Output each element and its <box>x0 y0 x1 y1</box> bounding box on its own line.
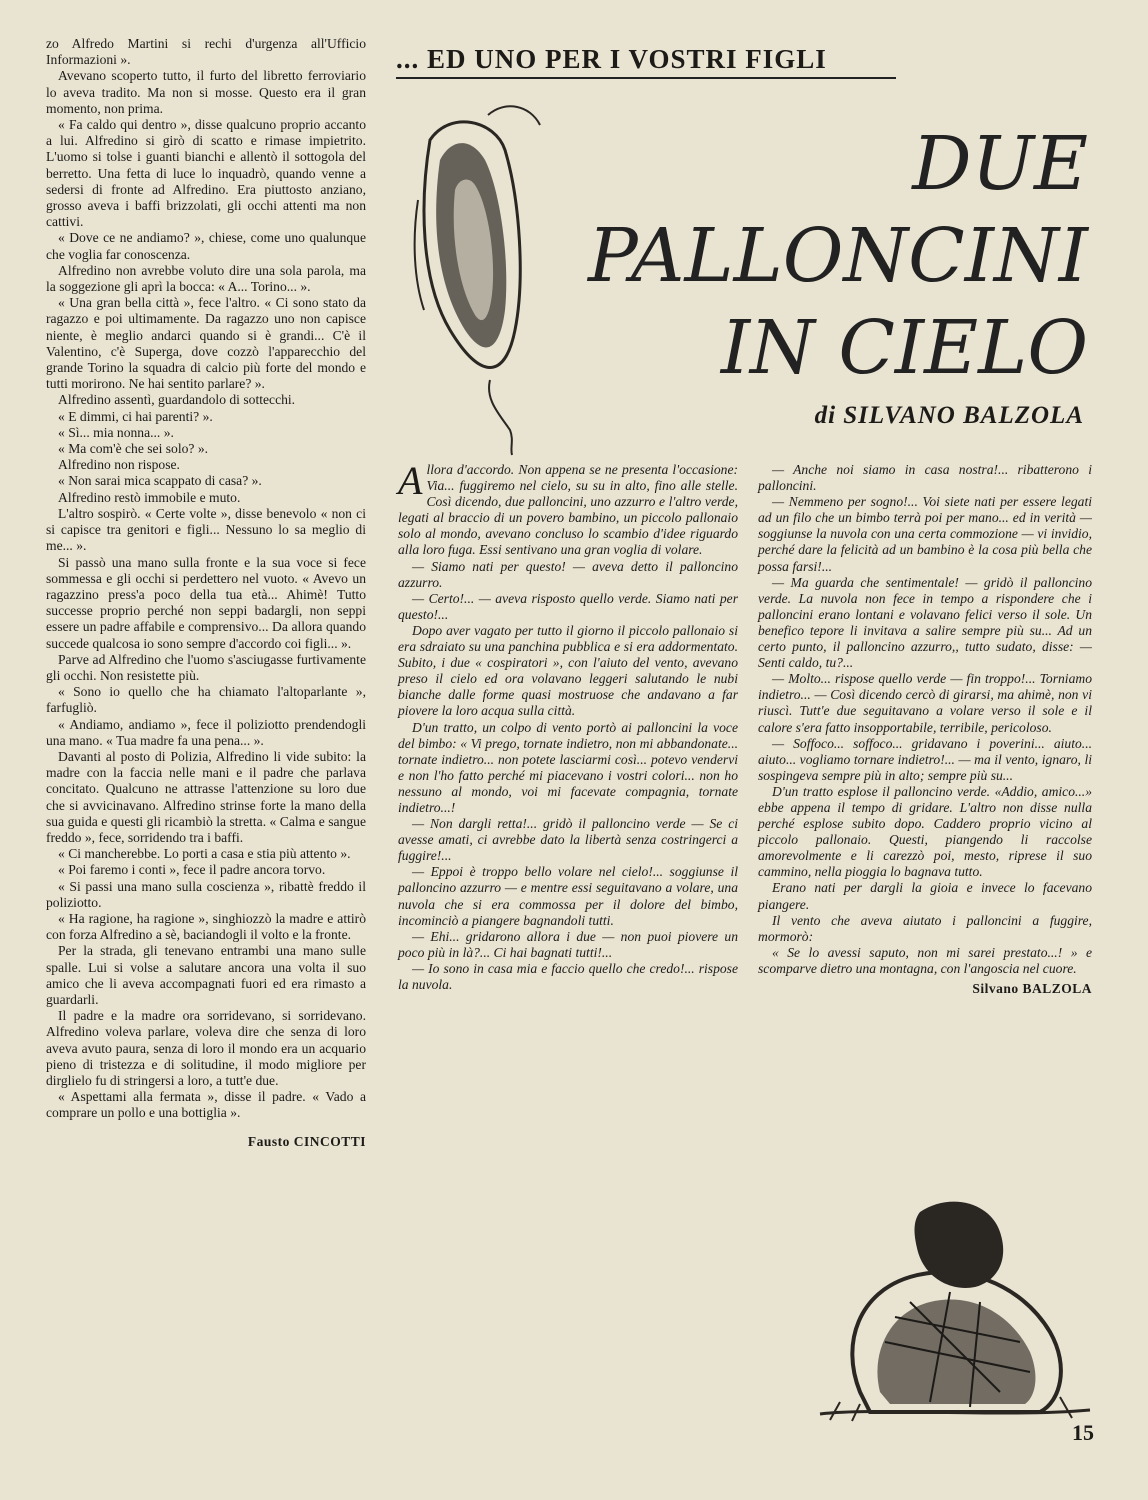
paragraph: « Se lo avessi saputo, non mi sarei prestato...! » e scomparve dietro una montagna, con l'angoscia nel cuore. <box>758 944 1092 976</box>
title-line: IN CIELO <box>720 305 1088 391</box>
paragraph: Dopo aver vagato per tutto il giorno il piccolo pallonaio si era sdraiato su una panchina pubblica e si era addormentato. Subito, i due « cospiratori », con l'aiuto del vento, avevano preso il cielo ed ora volavano leggeri salutando le nubi bianche dalle forme quasi mostruose che andavano a far piovere la loro acqua sulla città. <box>398 622 738 719</box>
paragraph: Alfredino non rispose. <box>58 457 180 473</box>
byline: di SILVANO BALZOLA <box>814 402 1084 429</box>
paragraph: — Eppoi è troppo bello volare nel cielo!... soggiunse il palloncino azzurro — e mentre essi seguitavano a volare, una nuvola che si era commossa per il dolore del bimbo, incominciò a piangere bagnandoli tutti. <box>398 864 738 928</box>
paragraph <box>398 458 738 559</box>
paragraph: « Andiamo, andiamo », fece il poliziotto prendendogli una mano. « Tua madre fa una pena... ». <box>46 716 366 748</box>
paragraph: Per la strada, gli tenevano entrambi una mano sulle spalle. Lui si volse a salutare ancora una volta il suo amico che li aveva accompagnati fuori ed era rimasto a guardarli. <box>46 943 366 1007</box>
paragraph: « Una gran bella città », fece l'altro. « Ci sono stato da ragazzo e poi ultimamente. Da ragazzo uno non capisce niente, è meglio andarci quando si è grandi... C'è il Valentino, c'è Superga, dove cozzò l'apparecchio del grande Torino la squadra di calcio più forte del mondo e tutti morirono. Ne hai sentito parlare? ». <box>46 295 366 392</box>
paragraph: « Aspettami alla fermata », disse il padre. « Vado a comprare un pollo e una bottiglia ». <box>46 1089 366 1121</box>
paragraph: « Ha ragione, ha ragione », singhiozzò la madre e attirò con forza Alfredino a sè, baciandogli il volto e la fronte. <box>46 910 366 943</box>
paragraph: « Fa caldo qui dentro », disse qualcuno proprio accanto a lui. Alfredino si girò di scatto e rimase impietrito. L'uomo si tolse i guanti bianchi e allentò il sottogola del berretto. Una fetta di luce lo inquadrò, quando venne a sedersi di fronte ad Alfredino. Era piuttosto anziano, grosso aveva i baffi brizzolati, gli occhi attenti ma non cattivi. <box>46 117 366 230</box>
paragraph: Erano nati per dargli la gioia e invece lo facevano piangere. <box>758 880 1092 912</box>
paragraph: — Molto... rispose quello verde — fin troppo!... Torniamo indietro... — Così dicendo cercò di girarsi, ma ahimè, non vi riuscì. Tutt'e due seguitavano a volare verso il sole e il calore s'era fatto insopportabile, terribile, pericoloso. <box>758 671 1092 735</box>
paragraph: — Io sono in casa mia e faccio quello che credo!... rispose la nuvola. <box>398 960 738 992</box>
paragraph: « Dove ce ne andiamo? », chiese, come uno qualunque che voglia far conoscenza. <box>46 230 366 262</box>
section-header: ... ED UNO PER I VOSTRI FIGLI <box>396 44 896 79</box>
paragraph: Parve ad Alfredino che l'uomo s'asciugasse furtivamente gli occhi. Non resistette più. <box>46 651 366 683</box>
paragraph: — Siamo nati per questo! — aveva detto il palloncino azzurro. <box>398 558 738 590</box>
paragraph: L'altro sospirò. « Certe volte », disse benevolo « non ci si capisce tra genitori e figli... Nessuno lo sa meglio di me... ». <box>46 505 366 554</box>
story-column-right <box>758 462 1092 997</box>
paragraph: Il vento che aveva aiutato i palloncini a fuggire, mormorò: <box>758 912 1092 944</box>
paragraph: Alfredino non avrebbe voluto dire una sola parola, ma la soggezione gli aprì la bocca: « A... Torino... ». <box>46 262 366 295</box>
page-number: 15 <box>1072 1420 1094 1445</box>
paragraph: zo Alfredo Martini si rechi d'urgenza all'Ufficio Informazioni ». <box>46 36 366 68</box>
paragraph: « Non sarai mica scappato di casa? ». <box>58 473 262 489</box>
paragraph: Davanti al posto di Polizia, Alfredino li vide subito: la madre con la faccia nelle mani e il padre che parlava concitato. Qualcuno ne attrasse l'attenzione su loro due che si avvicinavano. Alfredino strinse forte la mano della sua guida e questi gli ricambiò la stretta. « Calma e sangue freddo », fece, sorridendo tra i baffi. <box>46 748 366 845</box>
paragraph: Alfredino restò immobile e muto. <box>58 489 241 505</box>
paragraph: « Si passi una mano sulla coscienza », ribattè freddo il poliziotto. <box>46 878 366 910</box>
paragraph: D'un tratto esplose il palloncino verde. «Addio, amico...» ebbe appena il tempo di gridare. L'altro non disse nulla perché esplose subito dopo. Caddero proprio vicino al piccolo pallonaio. Questi, piangendo li raccolse amorevolmente e li carezzò poi, mesto, riprese il suo cammino, nella pioggia lo bagnava tutto. <box>758 783 1092 880</box>
paragraph: Si passò una mano sulla fronte e la sua voce si fece sommessa e gli occhi si perdettero nel vuoto. « Avevo un ragazzino press'a poco della tua età... Ahimè! Tutto successe proprio perché non seppi badargli, non seppi essere un padre affabile e comprensivo... Da allora quando succede qualcosa io sono sempre d'accordo coi figli... ». <box>46 554 366 651</box>
paragraph: « Ci mancherebbe. Lo porti a casa e stia più attento ». <box>58 846 351 862</box>
drop-cap: A <box>398 458 423 503</box>
paragraph: — Ehi... gridarono allora i due — non puoi piovere un poco più in là?... Ci hai bagnati tutti!... <box>398 928 738 960</box>
paragraph: Avevano scoperto tutto, il furto del libretto ferroviario lo aveva tradito. Ma non si mosse. Questo era il gran momento, non prima. <box>46 68 366 116</box>
paragraph: « Sì... mia nonna... ». <box>58 424 174 440</box>
balloon-illustration <box>410 80 560 465</box>
article-title <box>588 118 1088 394</box>
title-line: DUE <box>912 121 1088 207</box>
paragraph: « E dimmi, ci hai parenti? ». <box>58 408 213 424</box>
author-signature: Silvano BALZOLA <box>972 981 1092 996</box>
author-signature: Fausto CINCOTTI <box>247 1133 366 1149</box>
paragraph: « Sono io quello che ha chiamato l'altoparlante », farfugliò. <box>46 684 366 716</box>
crouching-child-illustration <box>800 1192 1100 1427</box>
paragraph: — Nemmeno per sogno!... Voi siete nati per essere legati ad un filo che un bimbo terrà poi per mano... ed in verità — soggiunse la nuvola con una certa commozione — vi invidio, perché dare la felicità ad un bambino è la cosa più bella che possa farsi!... <box>758 494 1092 574</box>
paragraph: Alfredino assentì, guardandolo di sottecchi. <box>58 392 296 408</box>
paragraph: — Soffoco... soffoco... gridavano i poverini... aiuto... aiuto... vogliamo tornare indietro!... — ma il vento, ignaro, li sospingeva sempre più in alto; sempre più su... <box>758 735 1092 783</box>
story-column-left <box>46 36 366 1150</box>
paragraph: D'un tratto, un colpo di vento portò ai palloncini la voce del bimbo: « Vi prego, tornate indietro, non mi abbandonate... tornate indietro... non potete lasciarmi così... potevo vendervi e non l'ho fatto perché mi piacevano i vostri colori... non ho nessuno al mondo, voi mi facevate compagnia, tornate indietro...! <box>398 719 738 815</box>
paragraph: — Non dargli retta!... gridò il palloncino verde — Se ci avesse amati, ci avrebbe dato la libertà senza costringerci a fuggire!... <box>398 816 738 864</box>
paragraph: « Ma com'è che sei solo? ». <box>58 441 209 457</box>
paragraph: — Anche noi siamo in casa nostra!... ribatterono i palloncini. <box>758 462 1092 494</box>
paragraph: — Ma guarda che sentimentale! — gridò il palloncino verde. La nuvola non fece in tempo a rispondere che i palloncini erano lontani e volavano felici verso il sole. Un benefico tepore li invitava a salire sempre più su... Ad un certo punto, il palloncino azzurro,, tutto sudato, disse: — Senti caldo, tu?... <box>758 574 1092 671</box>
paragraph: Il padre e la madre ora sorridevano, si sorridevano. Alfredino voleva parlare, voleva dire che senza di loro aveva avuto paura, senza di loro il mondo era un acquario pieno di tristezza e di solitudine, il modo migliore per dirglielo fu di stringersi a loro, a tutt'e due. <box>46 1008 366 1088</box>
title-line: PALLONCINI <box>588 213 1088 299</box>
paragraph: — Certo!... — aveva risposto quello verde. Siamo nati per questo!... <box>398 590 738 622</box>
paragraph-text: llora d'accordo. Non appena se ne presenta l'occasione: Via... fuggiremo nel cielo, su su in alto, fino alle stelle. Così dicendo, due palloncini, uno azzurro e l'altro verde, legati al braccio di un povero bambino, un piccolo pallonaio solo al mondo, avevano concluso lo scambio d'idee riguardo alla loro fuga. Essi sentivano una gran voglia di volare. <box>398 462 738 558</box>
paragraph: « Poi faremo i conti », fece il padre ancora torvo. <box>58 862 326 878</box>
story-column-middle <box>398 458 738 993</box>
